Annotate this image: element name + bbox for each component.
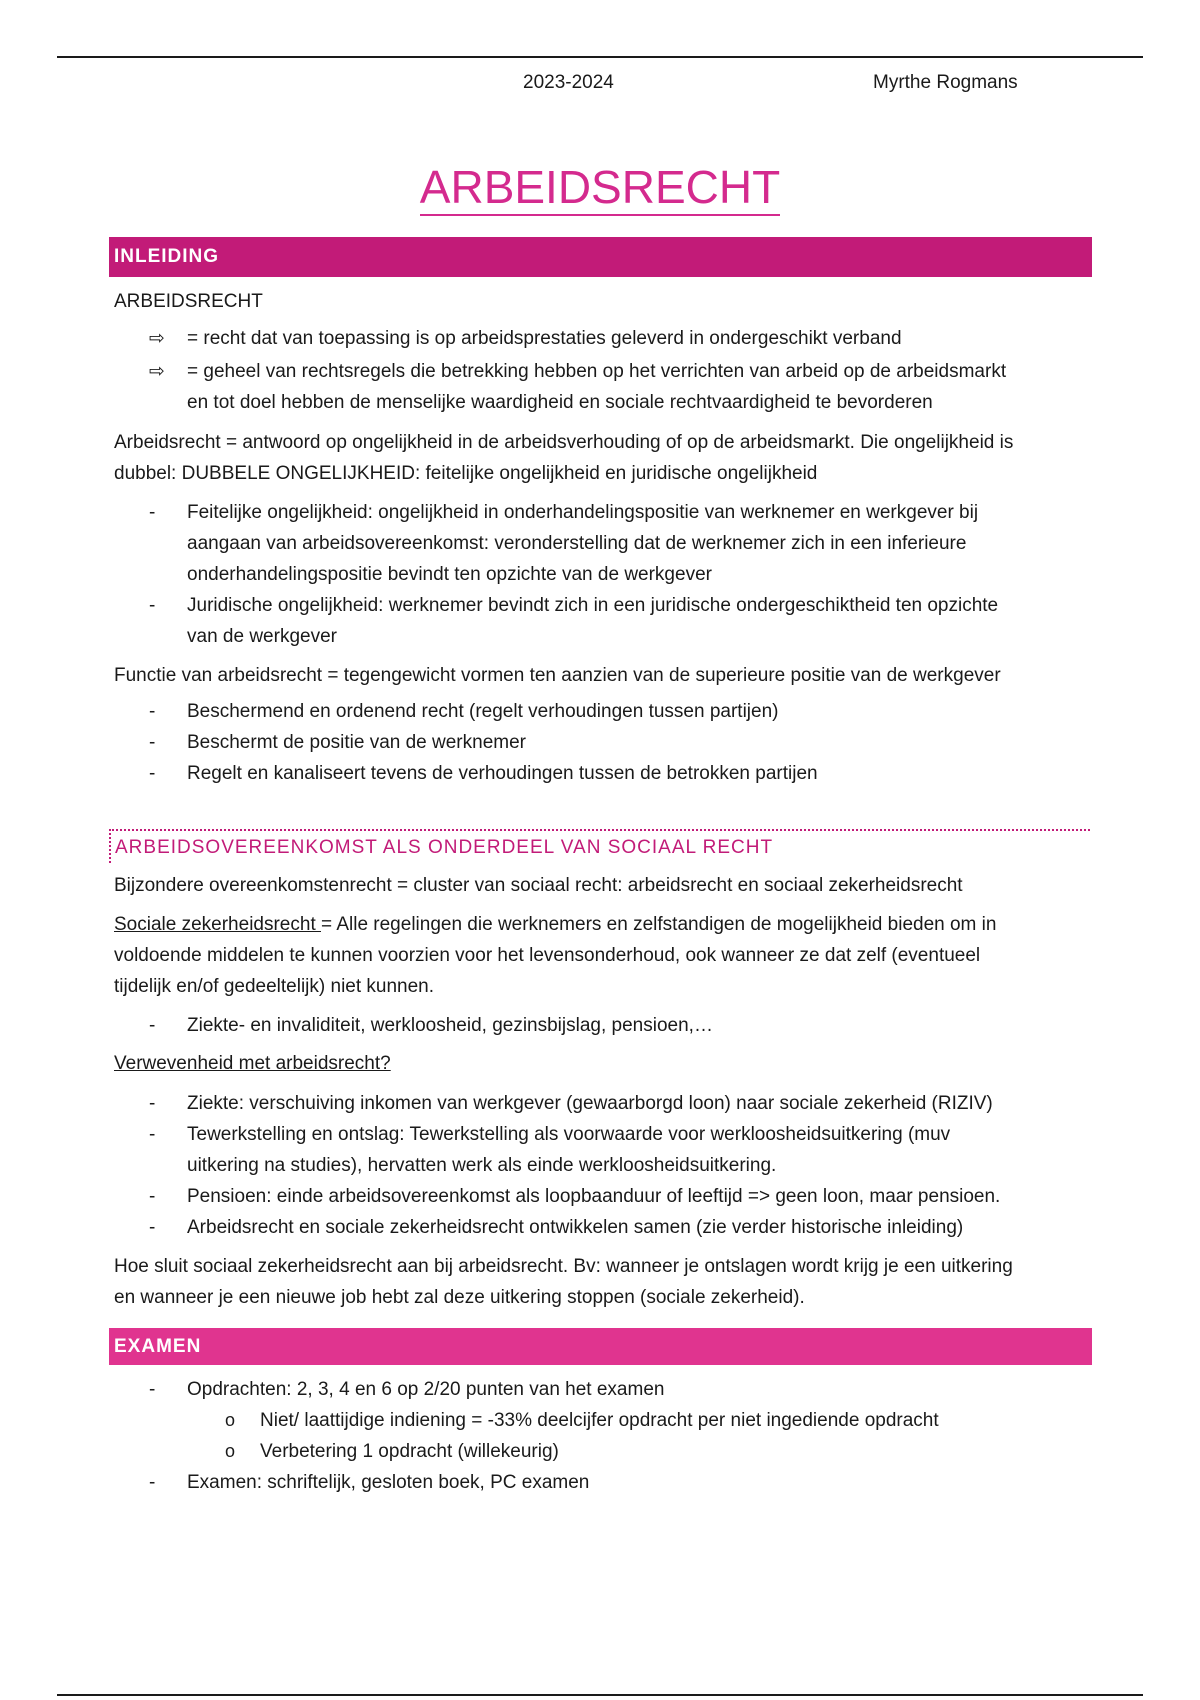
arrow-icon: ⇨ [149, 361, 165, 382]
section-heading-sociaal-recht: ARBEIDSOVEREENKOMST ALS ONDERDEEL VAN SOCIAAL RECHT [109, 829, 1090, 863]
paragraph: Sociale zekerheidsrecht = Alle regelingen die werknemers en zelfstandigen de mogelijkheid bieden om in [114, 914, 997, 935]
section-heading-examen: EXAMEN [109, 1328, 1092, 1365]
list-item: - Ziekte- en invaliditeit, werkloosheid, gezinsbijslag, pensioen,… [149, 1015, 713, 1036]
sociaal-content: Bijzondere overeenkomstenrecht = cluster van sociaal recht: arbeidsrecht en sociaal zekerheidsrecht Sociale zekerheidsrecht = Alle regelingen die werknemers en zelfstandigen de mogelijkheid bieden om in voldoende middelen te kunnen voorzien voor het levensonderhoud, ook wanneer ze dat zelf (eventueel tijdelijk en/of gedeeltelijk) niet kunnen. - Ziekte- en invaliditeit, werkloosheid, gezinsbijslag, pensioen,… Verwevenheid met arbeidsrecht? - Ziekte: verschuiving inkomen van werkgever (gewaarborgd loon) naar sociale zekerheid (RIZIV) - Tewerkstelling en ontslag: Tewerkstelling als voorwaarde voor werkloosheidsuitkering (muv uitkering na studies), hervatten werk als einde werkloosheidsuitkering. - Pensioen: einde arbeidsovereenkomst als loopbaanduur of leeftijd => geen loon, maar pensioen. - Arbeidsrecht en sociale zekerheidsrecht ontwikkelen samen (zie verder historische inleiding) Hoe sluit sociaal zekerheidsrecht aan bij arbeidsrecht. Bv: wanneer je ontslagen wordt krijg je een uitkering en wanneer je een nieuwe job hebt zal deze uitkering stoppen (sociale zekerheid). [114, 870, 1094, 1313]
arrow-icon: ⇨ [149, 328, 165, 349]
paragraph: Bijzondere overeenkomstenrecht = cluster van sociaal recht: arbeidsrecht en sociaal zekerheidsrecht [114, 875, 963, 896]
footer-rule [57, 1694, 1143, 1696]
header-rule [57, 56, 1143, 58]
paragraph: Hoe sluit sociaal zekerheidsrecht aan bij arbeidsrecht. Bv: wanneer je ontslagen wordt krijg je een uitkering [114, 1256, 1013, 1277]
inleiding-content [114, 286, 1094, 789]
list-item: - Feitelijke ongelijkheid: ongelijkheid in onderhandelingspositie van werknemer en werkgever bij [149, 502, 979, 523]
links-list: - Ziekte: verschuiving inkomen van werkgever (gewaarborgd loon) naar sociale zekerheid (RIZIV) - Tewerkstelling en ontslag: Tewerkstelling als voorwaarde voor werkloosheidsuitkering (muv uitkering na studies), hervatten werk als einde werkloosheidsuitkering. - Pensioen: einde arbeidsovereenkomst als loopbaanduur of leeftijd => geen loon, maar pensioen. - Arbeidsrecht en sociale zekerheidsrecht ontwikkelen samen (zie verder historische inleiding) [114, 1088, 1094, 1243]
risks-list [114, 1010, 1094, 1041]
list-item: o Niet/ laattijdige indiening = -33% deelcijfer opdracht per niet ingediende opdracht [225, 1410, 939, 1431]
definition-list [114, 323, 1094, 418]
page-title: ARBEIDSRECHT [0, 157, 1200, 217]
list-item: ⇨ = geheel van rechtsregels die betrekking hebben op het verrichten van arbeid op de arbeidsmarkt [187, 356, 1094, 387]
subheading-question: Verwevenheid met arbeidsrecht? [114, 1053, 391, 1074]
list-item: - Regelt en kanaliseert tevens de verhoudingen tussen de betrokken partijen [149, 763, 818, 784]
list-item: - Tewerkstelling en ontslag: Tewerkstelling als voorwaarde voor werkloosheidsuitkering (muv [149, 1124, 951, 1145]
list-item: - Juridische ongelijkheid: werknemer bevindt zich in een juridische ondergeschiktheid ten opzichte [149, 595, 999, 616]
list-item: ⇨ = recht dat van toepassing is op arbeidsprestaties geleverd in ondergeschikt verband [187, 323, 1094, 354]
functie-list [114, 696, 1094, 789]
paragraph: dubbel: DUBBELE ONGELIJKHEID: feitelijke ongelijkheid en juridische ongelijkheid [114, 463, 818, 484]
list-item: - Ziekte: verschuiving inkomen van werkgever (gewaarborgd loon) naar sociale zekerheid (RIZIV) [149, 1093, 993, 1114]
section-heading-inleiding: INLEIDING [109, 237, 1092, 277]
list-item: - Beschermend en ordenend recht (regelt verhoudingen tussen partijen) [149, 701, 779, 722]
sub-list [187, 1405, 1094, 1467]
list-item: o Verbetering 1 opdracht (willekeurig) [225, 1441, 559, 1462]
list-item: - Arbeidsrecht en sociale zekerheidsrecht ontwikkelen samen (zie verder historische inleiding) [149, 1217, 964, 1238]
header-author: Myrthe Rogmans [873, 72, 1018, 93]
term-underlined: Sociale zekerheidsrecht [114, 914, 321, 935]
list-item: - Opdrachten: 2, 3, 4 en 6 op 2/20 punten van het examen [149, 1379, 665, 1400]
examen-content [114, 1374, 1094, 1498]
list-item: en tot doel hebben de menselijke waardigheid en sociale rechtvaardigheid te bevorderen [187, 392, 933, 413]
list-item: - Examen: schriftelijk, gesloten boek, PC examen [149, 1472, 590, 1493]
paragraph: Functie van arbeidsrecht = tegengewicht vormen ten aanzien van de superieure positie van de werkgever [114, 665, 1001, 686]
paragraph: Arbeidsrecht = antwoord op ongelijkheid in de arbeidsverhouding of op de arbeidsmarkt. Die ongelijkheid is [114, 432, 1014, 453]
list-item: - Pensioen: einde arbeidsovereenkomst als loopbaanduur of leeftijd => geen loon, maar pensioen. [149, 1186, 1001, 1207]
ongelijkheid-list: - Feitelijke ongelijkheid: ongelijkheid in onderhandelingspositie van werknemer en werkgever bij aangaan van arbeidsovereenkomst: veronderstelling dat de werknemer zich in een inferieure onderhandelingspositie bevindt ten opzichte van de werkgever - Juridische ongelijkheid: werknemer bevindt zich in een juridische ondergeschiktheid ten opzichte van de werkgever [114, 497, 1094, 652]
term-heading: ARBEIDSRECHT [114, 291, 263, 312]
header-year: 2023-2024 [523, 72, 614, 93]
list-item: - Beschermt de positie van de werknemer [149, 732, 526, 753]
examen-list [114, 1374, 1094, 1498]
